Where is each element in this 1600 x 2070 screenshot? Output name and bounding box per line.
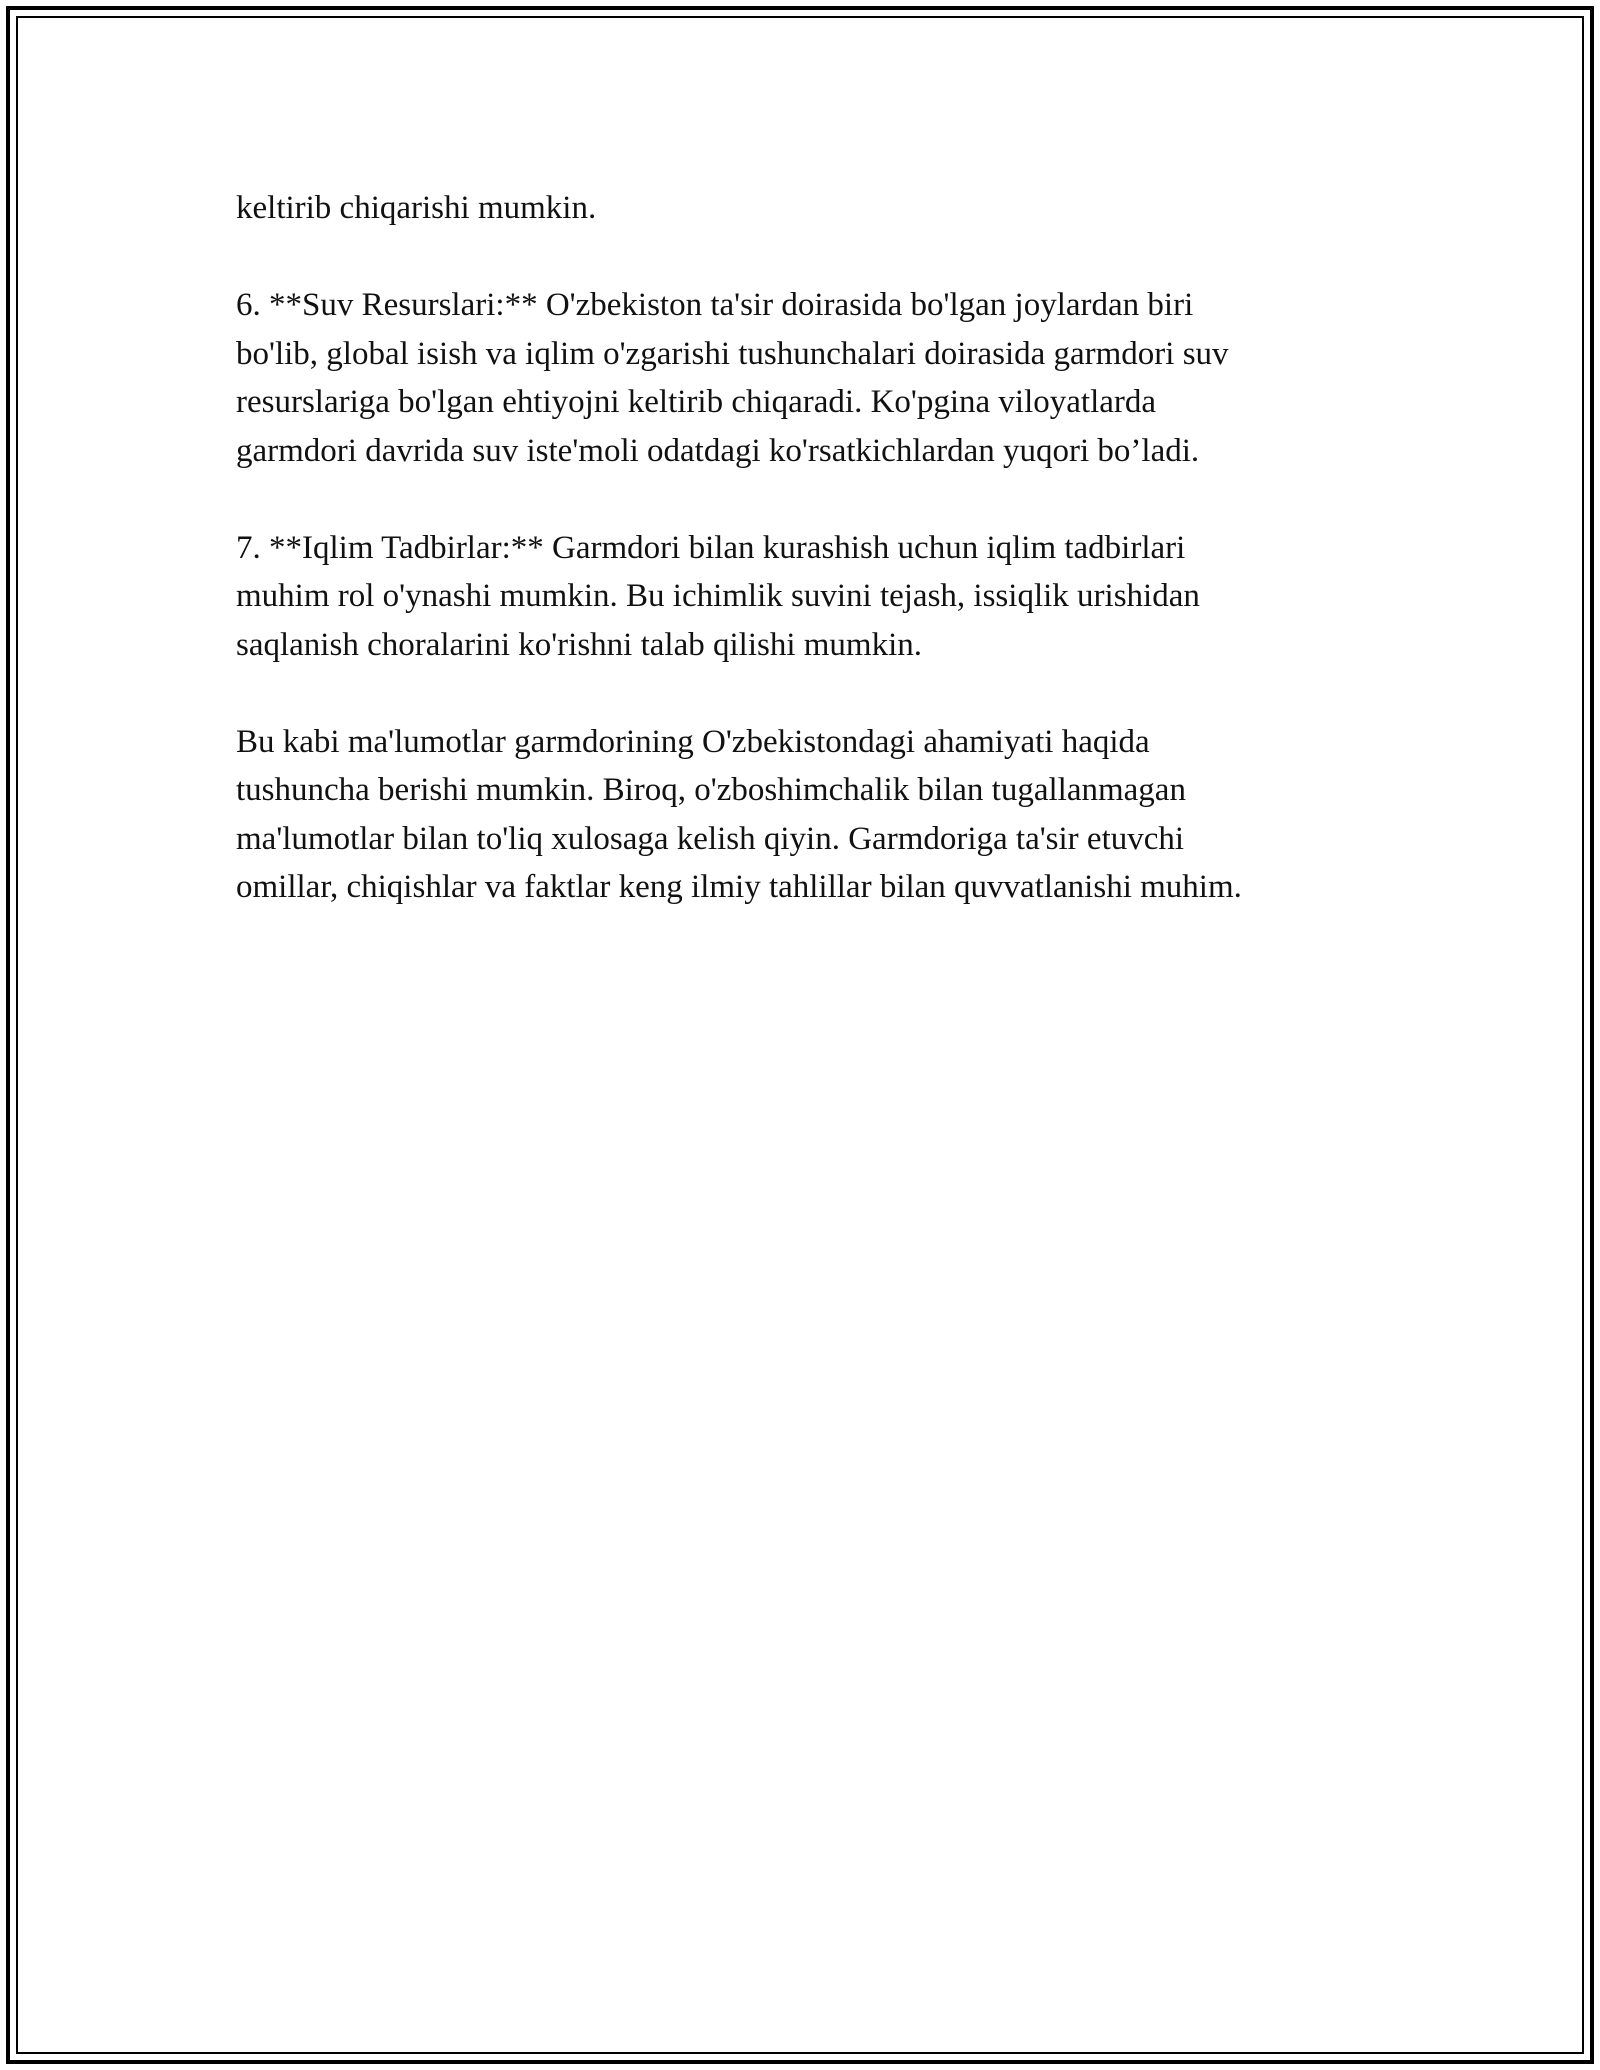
document-body bbox=[236, 184, 1396, 960]
text-line: omillar, chiqishlar va faktlar keng ilmiy tahlillar bilan quvvatlanishi muhim. bbox=[236, 869, 1242, 905]
text-line: 7. **Iqlim Tadbirlar:** Garmdori bilan kurashish uchun iqlim tadbirlari bbox=[236, 529, 1186, 566]
paragraph-continuation bbox=[236, 184, 1396, 233]
paragraph-water-resources bbox=[236, 281, 1396, 475]
text-line: keltirib chiqarishi mumkin. bbox=[236, 190, 597, 226]
text-line: garmdori davrida suv iste'moli odatdagi ko'rsatkichlardan yuqori bo’ladi. bbox=[236, 432, 1200, 469]
paragraph-conclusion bbox=[236, 718, 1396, 912]
text-line: 6. **Suv Resurslari:** O'zbekiston ta'sir doirasida bo'lgan joylardan biri bbox=[236, 287, 1194, 323]
text-line: muhim rol o'ynashi mumkin. Bu ichimlik suvini tejash, issiqlik urishidan bbox=[236, 578, 1200, 614]
text-line: bo'lib, global isish va iqlim o'zgarishi tushunchalari doirasida garmdori suv bbox=[236, 335, 1229, 372]
text-line: ma'lumotlar bilan to'liq xulosaga kelish qiyin. Garmdoriga ta'sir etuvchi bbox=[236, 820, 1185, 857]
text-line: tushuncha berishi mumkin. Biroq, o'zboshimchalik bilan tugallanmagan bbox=[236, 772, 1186, 808]
text-line: saqlanish choralarini ko'rishni talab qilishi mumkin. bbox=[236, 626, 923, 663]
text-line: resurslariga bo'lgan ehtiyojni keltirib chiqaradi. Ko'pgina viloyatlarda bbox=[236, 384, 1157, 420]
paragraph-climate-measures bbox=[236, 524, 1396, 670]
text-line: Bu kabi ma'lumotlar garmdorining O'zbekistondagi ahamiyati haqida bbox=[236, 723, 1150, 760]
